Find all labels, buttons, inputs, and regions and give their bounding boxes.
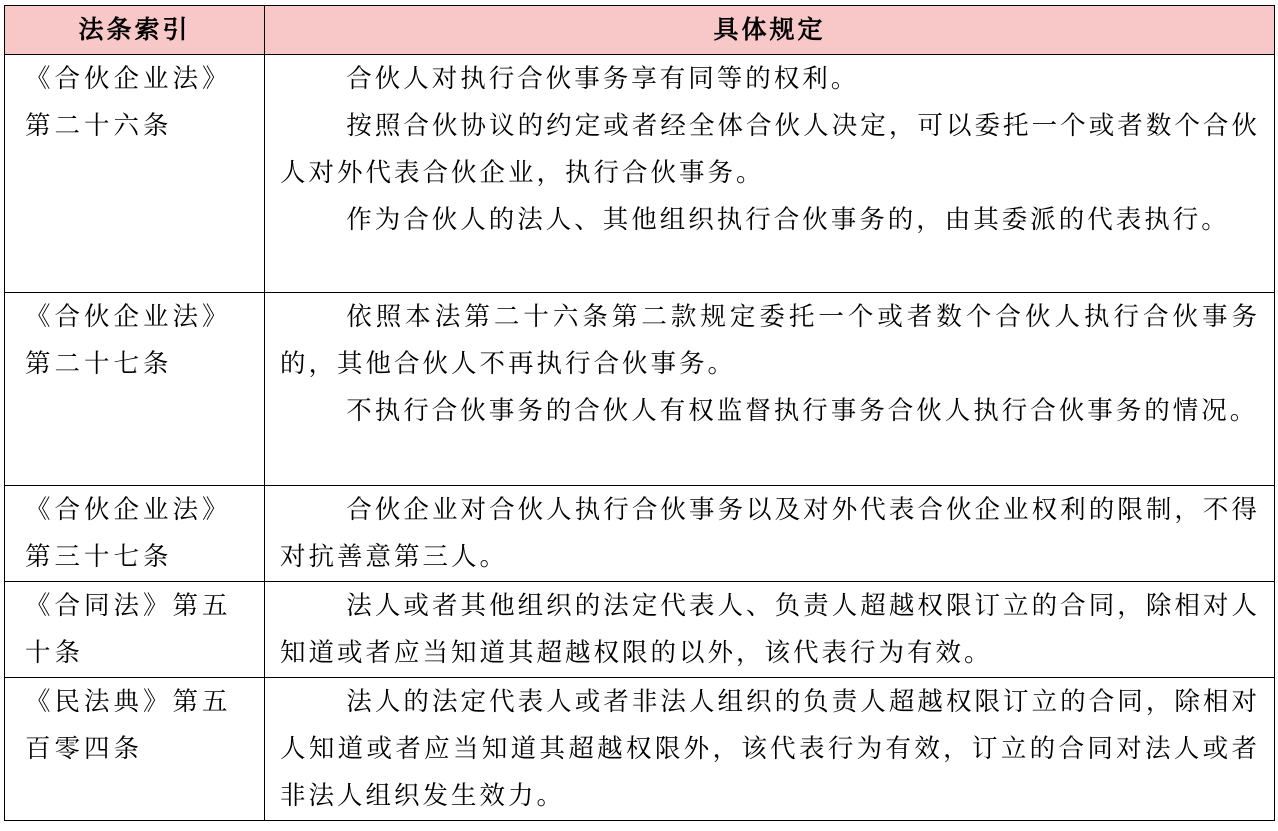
index-cell <box>5 293 265 486</box>
table-row <box>5 293 1275 486</box>
provision-paragraph: 依照本法第二十六条第二款规定委托一个或者数个合伙人执行合伙事务的，其他合伙人不再执行合伙事务。 <box>280 302 1260 379</box>
table-row <box>5 582 1275 678</box>
table-row <box>5 486 1275 582</box>
content-cell <box>265 678 1275 821</box>
index-cell <box>5 486 265 582</box>
content-cell <box>265 293 1275 486</box>
table-row <box>5 55 1275 293</box>
law-index: 《合伙企业法》第二十六条 <box>25 64 232 141</box>
provision-paragraph: 合伙人对执行合伙事务享有同等的权利。 <box>346 64 860 94</box>
index-cell <box>5 55 265 293</box>
header-index: 法条索引 <box>5 6 265 55</box>
law-index: 《合伙企业法》第三十七条 <box>25 495 232 572</box>
provision-paragraph: 法人或者其他组织的法定代表人、负责人超越权限订立的合同，除相对人知道或者应当知道其超越权限的以外，该代表行为有效。 <box>280 591 1260 668</box>
law-provisions-table <box>4 5 1275 821</box>
law-index: 《合伙企业法》第二十七条 <box>25 302 232 379</box>
index-cell <box>5 582 265 678</box>
law-index: 《合同法》第五十条 <box>25 591 232 668</box>
content-cell <box>265 486 1275 582</box>
index-cell <box>5 678 265 821</box>
header-content: 具体规定 <box>265 6 1275 55</box>
provision-paragraph: 按照合伙协议的约定或者经全体合伙人决定，可以委托一个或者数个合伙人对外代表合伙企业，执行合伙事务。 <box>280 111 1260 188</box>
law-index: 《民法典》第五百零四条 <box>25 687 232 764</box>
provision-paragraph: 作为合伙人的法人、其他组织执行合伙事务的，由其委派的代表执行。 <box>346 205 1230 235</box>
content-cell <box>265 55 1275 293</box>
content-cell <box>265 582 1275 678</box>
table-header-row <box>5 6 1275 55</box>
provision-paragraph: 不执行合伙事务的合伙人有权监督执行事务合伙人执行合伙事务的情况。 <box>346 396 1259 426</box>
table-row <box>5 678 1275 821</box>
provision-paragraph: 法人的法定代表人或者非法人组织的负责人超越权限订立的合同，除相对人知道或者应当知道其超越权限外，该代表行为有效，订立的合同对法人或者非法人组织发生效力。 <box>280 687 1260 811</box>
provision-paragraph: 合伙企业对合伙人执行合伙事务以及对外代表合伙企业权利的限制，不得对抗善意第三人。 <box>280 495 1260 572</box>
